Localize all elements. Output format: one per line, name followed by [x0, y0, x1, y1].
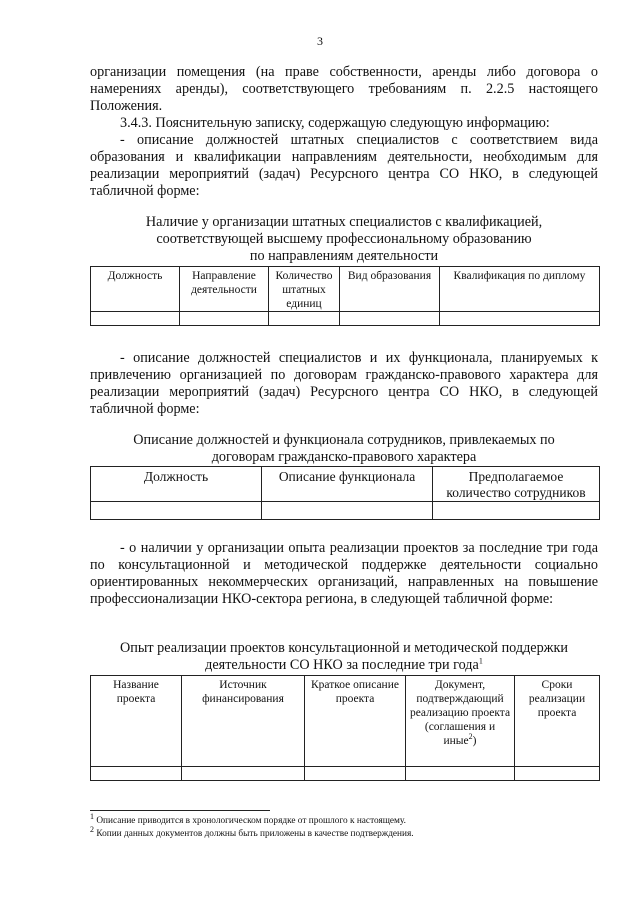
table1-caption-line: по направлениям деятельности [249, 248, 439, 264]
page-number: 3 [317, 34, 323, 48]
table3-caption-line: Опыт реализации проектов консультационной и методической поддержки [120, 640, 568, 656]
section-343-heading: 3.4.3. Пояснительную записку, содержащую следующую информацию: [120, 115, 550, 131]
footnote-ref-1: 1 [478, 656, 483, 666]
table-header-cell: Краткое описание проекта [305, 676, 406, 767]
footnote-2: $^2$ Копии данных документов должны быть приложены в качестве подтверждения. [90, 824, 414, 839]
table3-caption [90, 640, 598, 674]
table-header-cell: Источник финансирования [182, 676, 305, 767]
table-header-cell: Вид образования [340, 267, 440, 312]
table-cell [305, 767, 406, 781]
table-header-row [91, 467, 600, 502]
intro-paragraph: организации помещения (на праве собственности, аренды либо договора о намерениях аренды), соответствующего требованиям п. 2.2.5 настоящего Положения. [90, 64, 598, 114]
table-cell [91, 502, 262, 520]
table-header-cell: Должность [91, 467, 262, 502]
table-cell [180, 312, 269, 326]
table1-caption-line: соответствующей высшему профессиональному образованию [156, 231, 532, 247]
paragraph-staff-description: - описание должностей штатных специалистов с соответствием вида образования и квалификации направлениям деятельности, необходимым для реализации мероприятий (задач) Ресурсного центра СО НКО, в следующей табличной форме: [90, 132, 598, 199]
table-cell [91, 312, 180, 326]
paragraph-experience-description: - о наличии у организации опыта реализации проектов за последние три года по консультационной и методической поддержке деятельности социально ориентированных некоммерческих организаций, направленных на повышение профессионализации НКО-сектора региона, в следующей табличной форме: [90, 540, 598, 607]
table-cell [269, 312, 340, 326]
table-header-cell: Название проекта [91, 676, 182, 767]
table-row [91, 502, 600, 520]
table-header-cell: Сроки реализации проекта [515, 676, 600, 767]
table-cell [515, 767, 600, 781]
table-row [91, 312, 600, 326]
table3-caption-line: деятельности СО НКО за последние три года$^1$ [205, 656, 483, 673]
projects-experience-table [90, 675, 600, 781]
table2-caption-line: Описание должностей и функционала сотрудников, привлекаемых по [133, 432, 555, 448]
footnote-divider [90, 810, 270, 811]
table-header-cell-document: Документ, подтверждающий реализацию проекта (соглашения и иные$^2$) [406, 676, 515, 767]
table1-caption [90, 214, 598, 265]
paragraph-contractors-description: - описание должностей специалистов и их функционала, планируемых к привлечению организацией по договорам гражданско-правового характера для реализации мероприятий (задач) Ресурсного центра СО НКО, в следующей табличной форме: [90, 350, 598, 417]
table-header-cell: Описание функционала [262, 467, 433, 502]
contractors-table [90, 466, 600, 520]
table-row [91, 767, 600, 781]
table-header-cell: Направление деятельности [180, 267, 269, 312]
table-cell [440, 312, 600, 326]
table1-caption-line: Наличие у организации штатных специалистов с квалификацией, [145, 214, 543, 230]
table-header-cell: Квалификация по диплому [440, 267, 600, 312]
footnote-1: $^1$ Описание приводится в хронологическом порядке от прошлого к настоящему. [90, 811, 406, 826]
table-cell [406, 767, 515, 781]
staff-specialists-table [90, 266, 600, 326]
footnote-ref-2: 2 [468, 732, 473, 742]
table-header-cell: Предполагаемое количество сотрудников [433, 467, 600, 502]
table-cell [91, 767, 182, 781]
table-cell [433, 502, 600, 520]
table-header-row [91, 267, 600, 312]
table-header-cell: Должность [91, 267, 180, 312]
table-header-row [91, 676, 600, 767]
table2-caption [90, 432, 598, 466]
table-cell [340, 312, 440, 326]
table-header-cell: Количество штатных единиц [269, 267, 340, 312]
table-cell [182, 767, 305, 781]
table2-caption-line: договорам гражданско-правового характера [211, 449, 477, 465]
table-cell [262, 502, 433, 520]
